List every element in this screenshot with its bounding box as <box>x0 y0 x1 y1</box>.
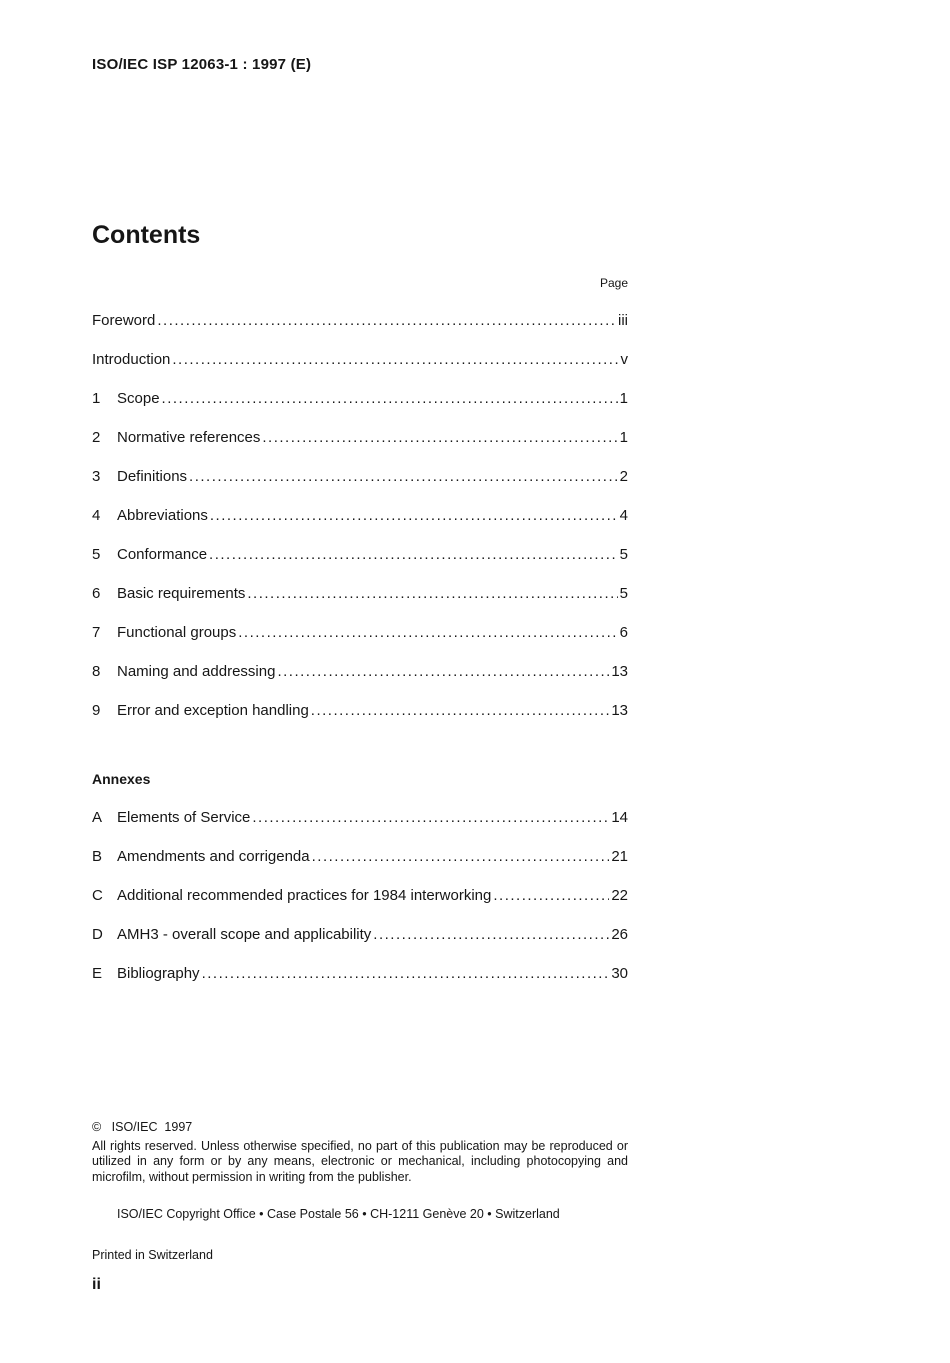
toc-entry <box>92 585 628 602</box>
toc-entry <box>92 663 628 680</box>
toc-entry <box>92 351 628 368</box>
toc-entry-label: Introduction <box>92 351 171 368</box>
toc-main-list <box>92 390 628 719</box>
page-number: ii <box>92 1276 101 1293</box>
dot-leader <box>162 390 618 407</box>
toc-entry-page: 30 <box>611 965 628 982</box>
dot-leader <box>202 965 610 982</box>
toc-entry-page: v <box>620 351 628 368</box>
toc-entry-number: E <box>92 965 103 982</box>
toc-entry-page: 14 <box>611 809 628 826</box>
dot-leader <box>262 429 617 446</box>
copyright-office-address: ISO/IEC Copyright Office • Case Postale 56 • CH-1211 Genève 20 • Switzerland <box>117 1207 560 1221</box>
toc-entry-number: B <box>92 848 103 865</box>
toc-entry-label: Additional recommended practices for 1984 interworking <box>117 887 492 904</box>
dot-leader <box>277 663 609 680</box>
toc-entry-number: 6 <box>92 585 101 602</box>
toc-entry-page: 4 <box>619 507 628 524</box>
toc-entry-number: 5 <box>92 546 101 563</box>
toc-entry-number: C <box>92 887 103 904</box>
document-reference: ISO/IEC ISP 12063-1 : 1997 (E) <box>92 56 312 73</box>
rights-reserved-text: All rights reserved. Unless otherwise specified, no part of this publication may be reproduced or utilized in any form or by any means, electronic or mechanical, including photocopying and microfilm, without permission in writing from the publisher. <box>92 1138 628 1184</box>
contents-heading: Contents <box>92 221 201 249</box>
page-footer <box>92 1120 628 1295</box>
dot-leader <box>210 507 618 524</box>
toc-entry-label: Basic requirements <box>117 585 246 602</box>
dot-leader <box>157 312 616 329</box>
toc-entry-number: 1 <box>92 390 101 407</box>
dot-leader <box>493 887 609 904</box>
dot-leader <box>252 809 609 826</box>
toc-entry <box>92 702 628 719</box>
toc-entry <box>92 809 628 826</box>
toc-entry-label: Definitions <box>117 468 188 485</box>
toc-entry-label: Normative references <box>117 429 261 446</box>
toc-entry-number: 2 <box>92 429 101 446</box>
toc-entry <box>92 887 628 904</box>
toc-entry-label: Abbreviations <box>117 507 208 524</box>
toc-entry-label: Naming and addressing <box>117 663 276 680</box>
toc-entry <box>92 965 628 982</box>
annexes-heading: Annexes <box>92 771 151 787</box>
toc-entry-number: 8 <box>92 663 101 680</box>
toc-annex-list <box>92 809 628 982</box>
toc-entry-page: 13 <box>611 702 628 719</box>
toc-entry <box>92 546 628 563</box>
toc-entry-number: 4 <box>92 507 101 524</box>
toc-entry <box>92 468 628 485</box>
printed-in-line: Printed in Switzerland <box>92 1247 213 1262</box>
toc-entry-number: 7 <box>92 624 101 641</box>
toc-entry-page: 26 <box>611 926 628 943</box>
toc-entry-page: 6 <box>619 624 628 641</box>
toc-entry-label: Elements of Service <box>117 809 251 826</box>
toc-entry-label: Error and exception handling <box>117 702 309 719</box>
toc-entry-page: 2 <box>619 468 628 485</box>
toc-entry-page: 13 <box>611 663 628 680</box>
toc-entry-label: Functional groups <box>117 624 237 641</box>
dot-leader <box>312 848 610 865</box>
dot-leader <box>238 624 617 641</box>
toc-entry-number: 3 <box>92 468 101 485</box>
toc-entry <box>92 926 628 943</box>
toc-entry <box>92 390 628 407</box>
toc-entry-page: 21 <box>611 848 628 865</box>
dot-leader <box>311 702 610 719</box>
dot-leader <box>209 546 618 563</box>
toc-entry-number: 9 <box>92 702 101 719</box>
copyright-notice: © ISO/IEC 1997 <box>92 1120 193 1134</box>
dot-leader <box>172 351 618 368</box>
dot-leader <box>189 468 618 485</box>
toc-entry-page: 22 <box>611 887 628 904</box>
toc-entry <box>92 624 628 641</box>
dot-leader <box>247 585 617 602</box>
toc-front-list <box>92 312 628 368</box>
toc-entry-label: Scope <box>117 390 160 407</box>
page-column-label: Page <box>599 276 628 290</box>
toc-entry-page: 5 <box>619 585 628 602</box>
toc-entry-page: 5 <box>619 546 628 563</box>
toc-entry <box>92 507 628 524</box>
toc-entry-number: A <box>92 809 103 826</box>
toc-entry-label: Conformance <box>117 546 208 563</box>
toc-entry-label: Bibliography <box>117 965 200 982</box>
toc-entry-label: AMH3 - overall scope and applicability <box>117 926 372 943</box>
content-column <box>92 56 628 982</box>
toc-entry <box>92 848 628 865</box>
toc-entry-label: Amendments and corrigenda <box>117 848 310 865</box>
toc-entry <box>92 312 628 329</box>
toc-entry <box>92 429 628 446</box>
toc-entry-label: Foreword <box>92 312 156 329</box>
toc-entry-page: 1 <box>619 390 628 407</box>
dot-leader <box>373 926 609 943</box>
toc-entry-number: D <box>92 926 103 943</box>
toc-entry-page: 1 <box>619 429 628 446</box>
toc-entry-page: iii <box>618 312 628 329</box>
